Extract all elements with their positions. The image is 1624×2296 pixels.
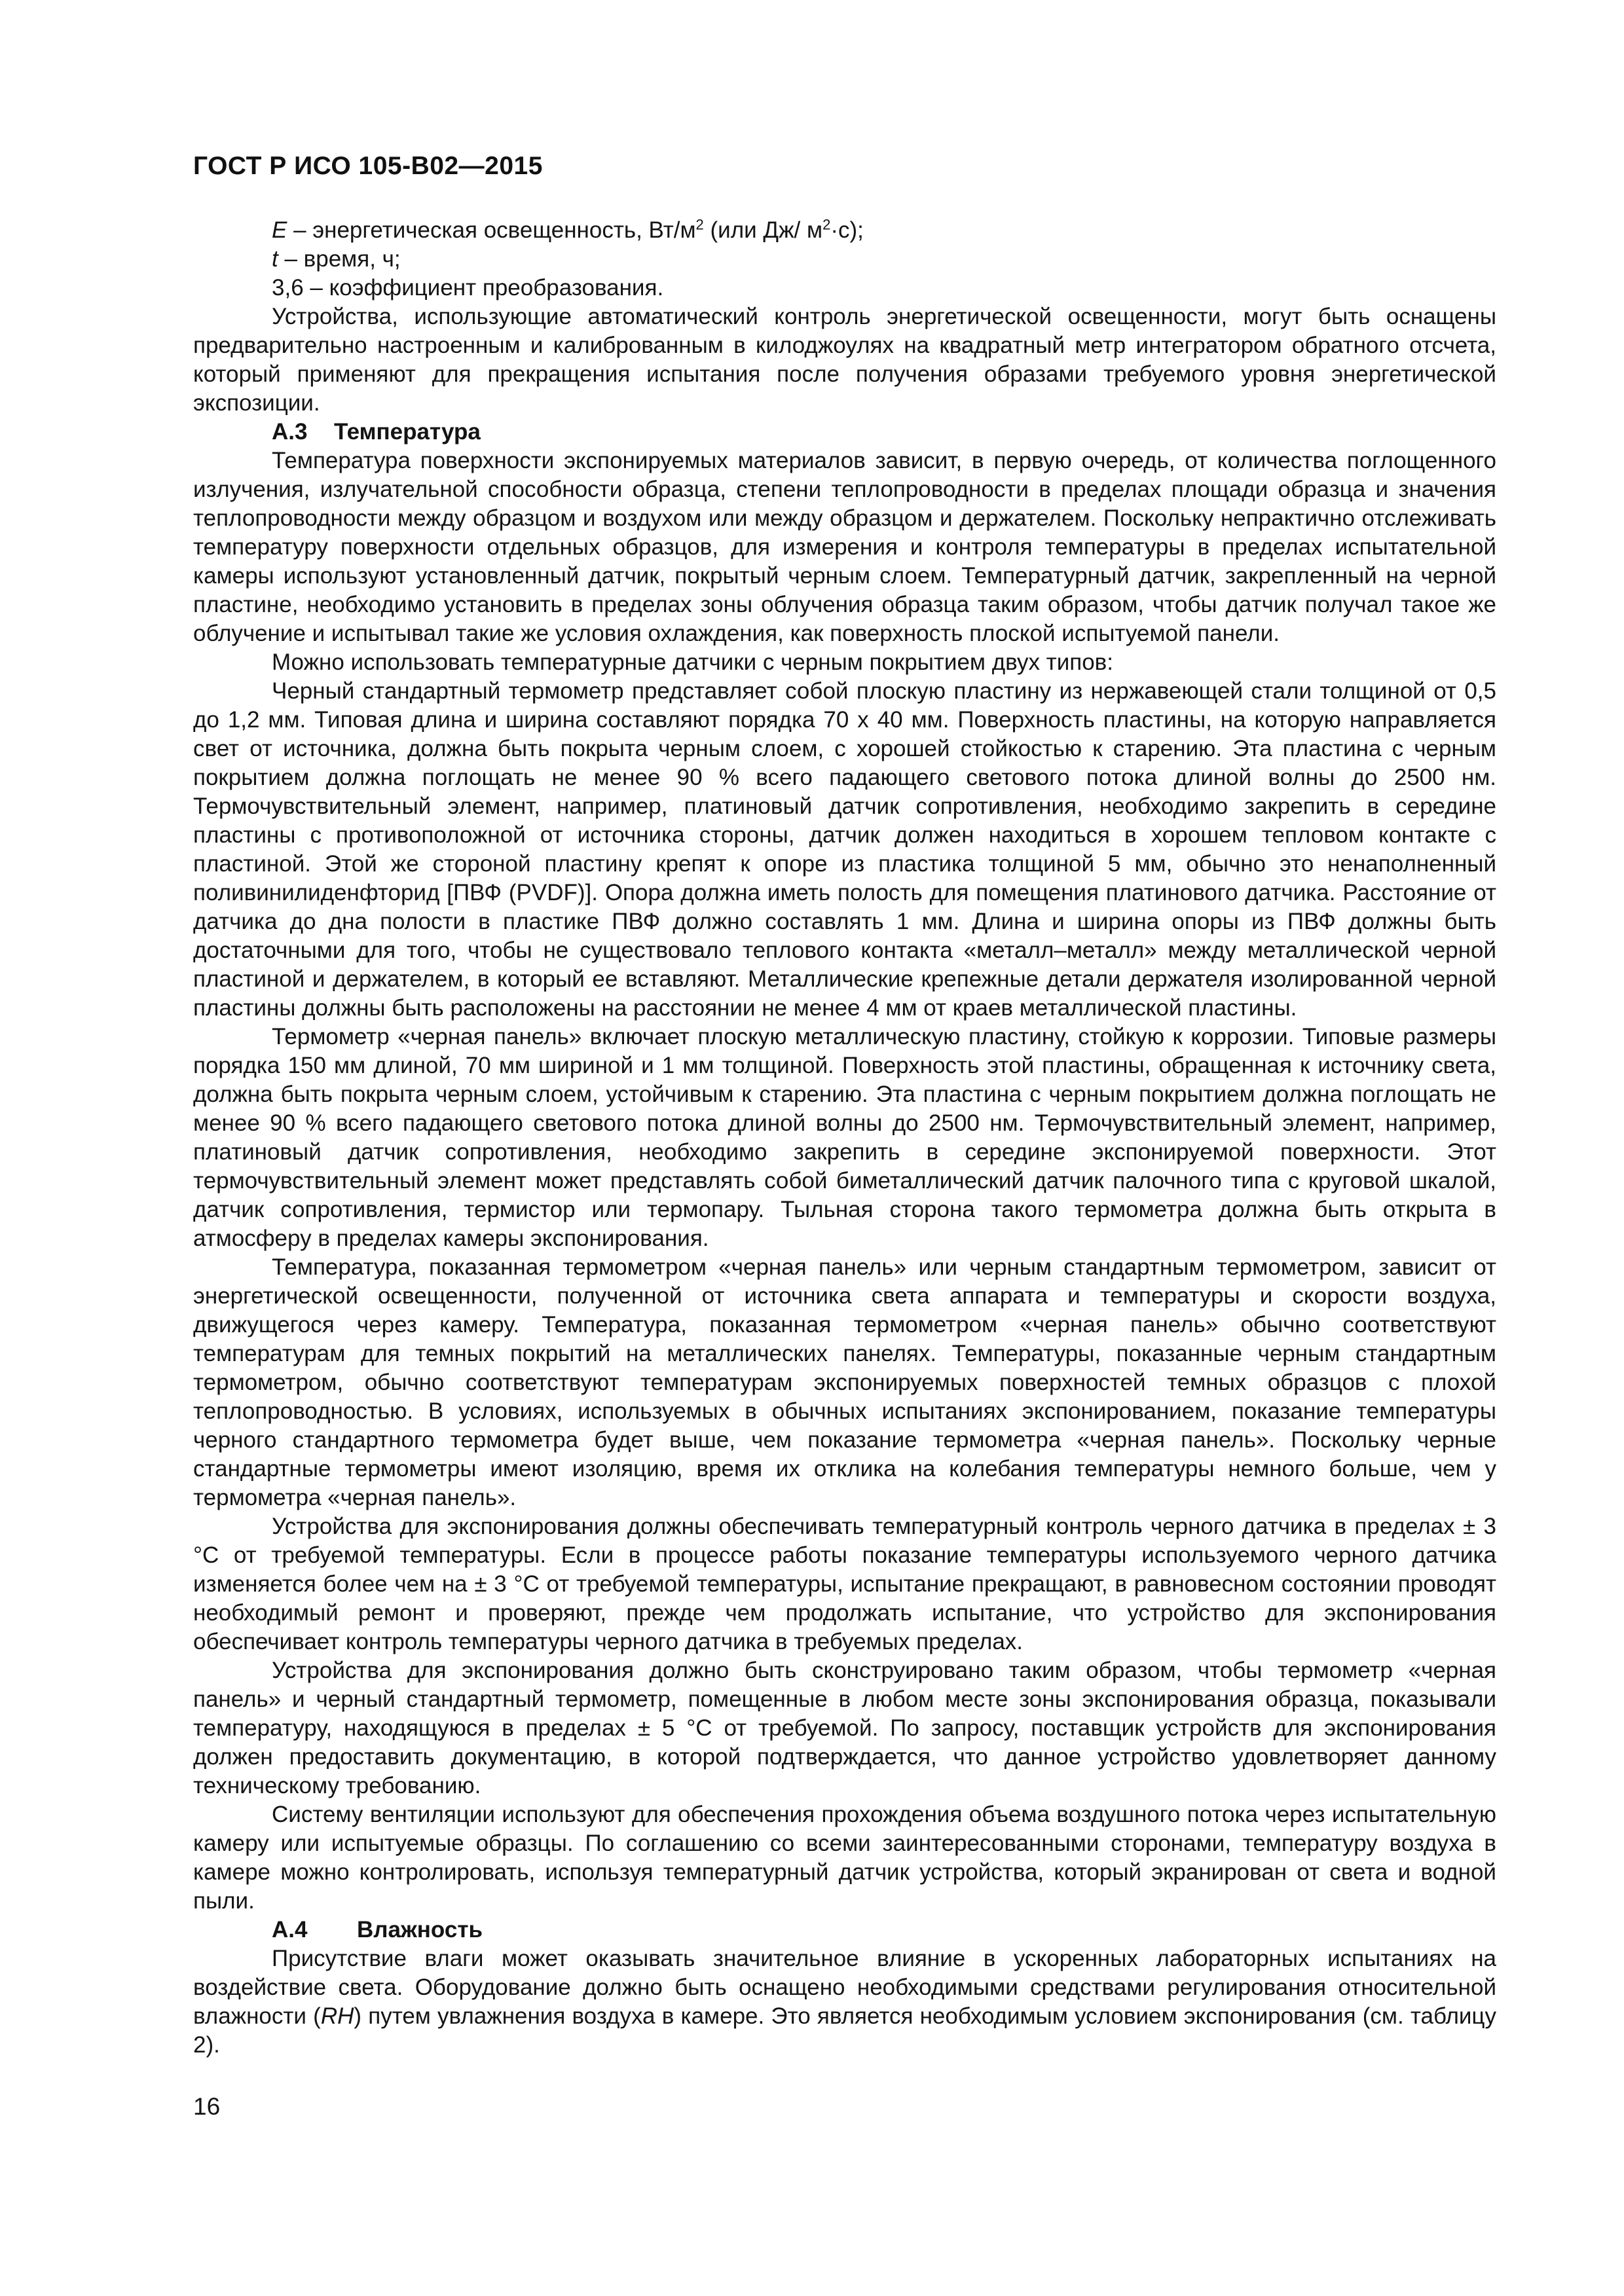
paragraph-integrator: Устройства, использующие автоматический контроль энергетической освещенности, могут быть оснащены предварительно настроенным и калиброванным в килоджоулях на квадратный метр интегратором обратного отсчета, который применяют для прекращения испытания после получения образами требуемого уровня энергетической экспозиции. [193,304,1496,416]
section-heading-a3: А.3 Температура [272,419,481,445]
paragraph-black-panel-thermometer: Термометр «черная панель» включает плоскую металлическую пластину, стойкую к коррозии. Типовые размеры порядка 150 мм длиной, 70 мм шириной и 1 мм толщиной. Поверхность этой пластины, обращенная к источнику света, должна быть покрыта черным слоем, устойчивым к старению. Эта пластина с черным покрытием должна поглощать не менее 90 % всего падающего светового потока длиной волны до 2500 нм. Термочувствительный элемент, например, платиновый датчик сопротивления, необходимо закрепить в середине экспонируемой поверхности. Этот термочувствительный элемент может представлять собой биметаллический датчик палочного типа с круговой шкалой, датчик сопротивления, термистор или термопару. Тыльная сторона такого термометра должна быть открыта в атмосферу в пределах камеры экспонирования. [193,1024,1496,1251]
section-heading-a4: А.4 Влажность [272,1917,483,1942]
definition-coefficient: 3,6 – коэффициент преобразования. [272,275,664,301]
paragraph-temperature-control: Устройства для экспонирования должны обеспечивать температурный контроль черного датчика в пределах ± 3 °С от требуемой температуры. Если в процессе работы показание температуры используемого черного датчика изменяется более чем на ± 3 °С от требуемой температуры, испытание прекращают, в равновесном состоянии проводят необходимый ремонт и проверяют, прежде чем продолжать испытание, что устройство для экспонирования обеспечивает контроль температуры черного датчика в требуемых пределах. [193,1514,1496,1654]
document-header: ГОСТ Р ИСО 105-В02—2015 [193,152,543,180]
paragraph-humidity: Присутствие влаги может оказывать значительное влияние в ускоренных лабораторных испытаниях на воздействие света. Оборудование должно быть оснащено необходимыми средствами регулирования относительной влажности (RH) путем увлажнения воздуха в камере. Это является необходимым условием экспонирования (см. таблицу 2). [193,1946,1496,2058]
paragraph-ventilation: Систему вентиляции используют для обеспечения прохождения объема воздушного потока через испытательную камеру или испытуемые образцы. По соглашению со всеми заинтересованными сторонами, температуру воздуха в камере можно контролировать, используя температурный датчик устройства, который экранирован от света и водной пыли. [193,1802,1496,1914]
paragraph-sensor-types: Можно использовать температурные датчики с черным покрытием двух типов: [272,649,1113,675]
definition-e: E – энергетическая освещенность, $Вт/м^2$ (или Дж/ $м^2\cdot с$); [272,216,864,243]
paragraph-surface-temperature: Температура поверхности экспонируемых материалов зависит, в первую очередь, от количества поглощенного излучения, излучательной способности образца, степени теплопроводности в пределах площади образца и значения теплопроводности между образцом и воздухом или между образцом и держателем. Поскольку непрактично отслеживать температуру поверхности отдельных образцов, для измерения и контроля температуры в пределах испытательной камеры используют установленный датчик, покрытый черным слоем. Температурный датчик, закрепленный на черной пластине, необходимо установить в пределах зоны облучения образца таким образом, чтобы датчик получал такое же облучение и испытывал такие же условия охлаждения, как поверхность плоской испытуемой панели. [193,448,1496,646]
paragraph-black-standard-thermometer: Черный стандартный термометр представляет собой плоскую пластину из нержавеющей стали толщиной от 0,5 до 1,2 мм. Типовая длина и ширина составляют порядка 70 х 40 мм. Поверхность пластины, на которую направляется свет от источника, должна быть покрыта черным слоем, с хорошей стойкостью к старению. Эта пластина с черным покрытием должна поглощать не менее 90 % всего падающего светового потока длиной волны до 2500 нм. Термочувствительный элемент, например, платиновый датчик сопротивления, необходимо закрепить в середине пластины с противоположной от источника стороны, датчик должен находиться в хорошем тепловом контакте с пластиной. Этой же стороной пластину крепят к опоре из пластика толщиной 5 мм, обычно это ненаполненный поливинилиденфторид [ПВФ (PVDF)]. Опора должна иметь полость для помещения платинового датчика. Расстояние от датчика до дна полости в пластике ПВФ должно составлять 1 мм. Длина и ширина опоры из ПВФ должны быть достаточными для того, чтобы не существовало теплового контакта «металл–металл» между металлической черной пластиной и держателем, в который ее вставляют. Металлические крепежные детали держателя изолированной черной пластины должны быть расположены на расстоянии не менее 4 мм от краев металлической пластины. [193,678,1496,1021]
page-body [193,216,1496,2060]
paragraph-temperature-comparison: Температура, показанная термометром «черная панель» или черным стандартным термометром, зависит от энергетической освещенности, полученной от источника света аппарата и температуры и скорости воздуха, движущегося через камеру. Температура, показанная термометром «черная панель» обычно соответствуют температурам для темных покрытий на металлических панелях. Температуры, показанные черным стандартным термометром, обычно соответствуют температурам экспонируемых поверхностей темных образцов с плохой теплопроводностью. В условиях, используемых в обычных испытаниях экспонированием, показание температуры черного стандартного термометра будет выше, чем показание термометра «черная панель». Поскольку черные стандартные термометры имеют изоляцию, время их отклика на колебания температуры немного больше, чем у термометра «черная панель». [193,1254,1496,1510]
paragraph-device-construction: Устройства для экспонирования должно быть сконструировано таким образом, чтобы термометр «черная панель» и черный стандартный термометр, помещенные в любом месте зоны экспонирования образца, показывали температуру, находящуюся в пределах ± 5 °С от требуемой. По запросу, поставщик устройств для экспонирования должен предоставить документацию, в которой подтверждается, что данное устройство удовлетворяет данному техническому требованию. [193,1658,1496,1798]
symbol-t: t [272,246,278,272]
page-number: 16 [193,2093,221,2120]
definition-t: t – время, ч; [272,246,401,272]
symbol-e: E [272,217,287,243]
